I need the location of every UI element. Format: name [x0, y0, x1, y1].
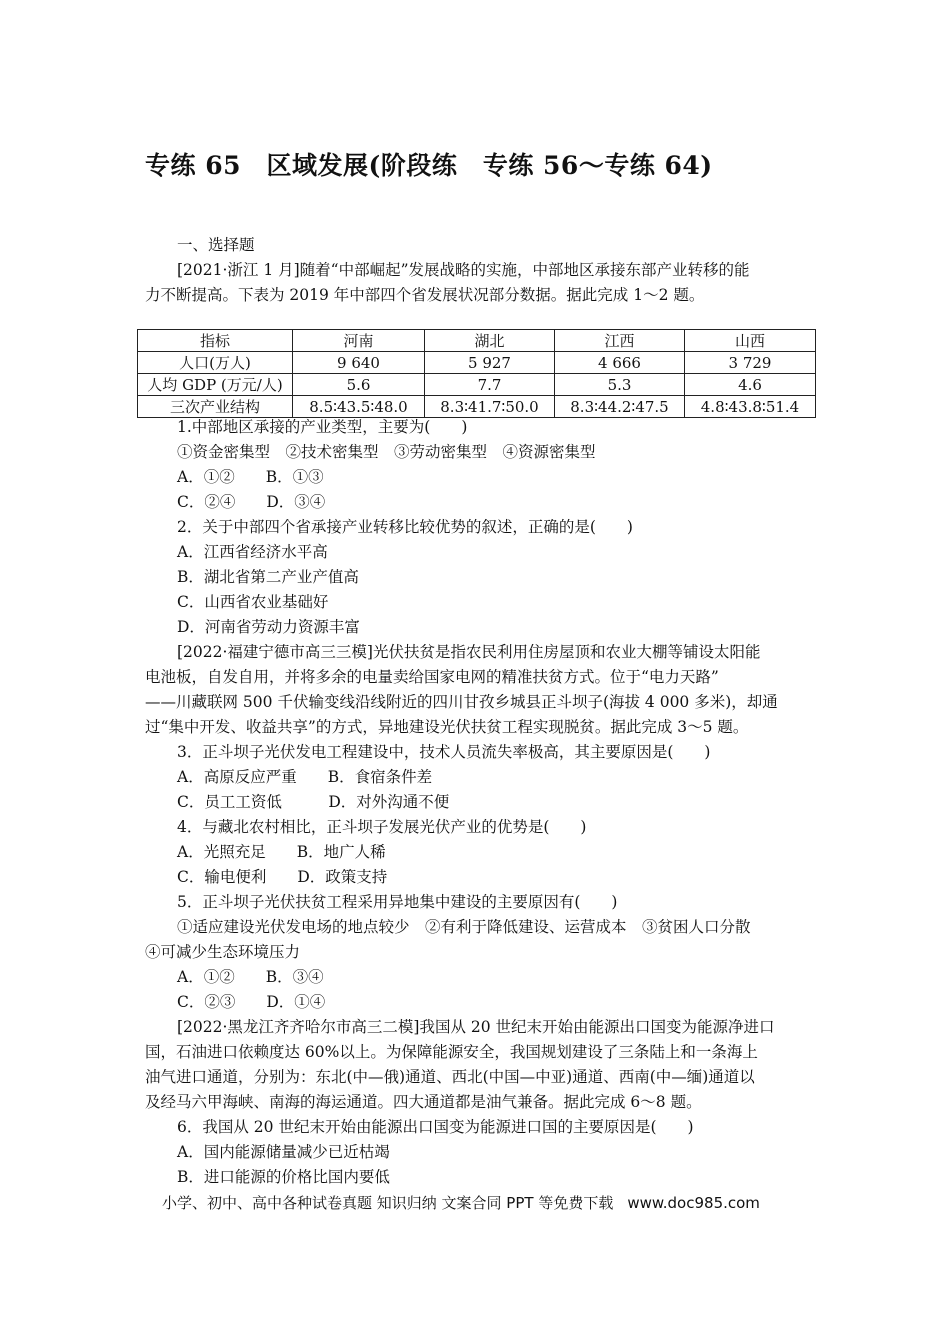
question-4-stem: 4．与藏北农村相比，正斗坝子发展光伏产业的优势是( ) — [177, 818, 587, 836]
question-5-items-1: ①适应建设光伏发电场的地点较少 ②有利于降低建设、运营成本 ③贫困人口分散 — [177, 918, 751, 936]
question-1-options-ab: A．①② B．①③ — [177, 468, 324, 486]
material-1-line-1: [2021·浙江 1 月]随着“中部崛起”发展战略的实施，中部地区承接东部产业转移的能 — [177, 261, 750, 279]
question-3-stem: 3．正斗坝子光伏发电工程建设中，技术人员流失率极高，其主要原因是( ) — [177, 743, 711, 761]
material-3-line-1: [2022·黑龙江齐齐哈尔市高三二模]我国从 20 世纪末开始由能源出口国变为能源净进口 — [177, 1018, 775, 1036]
question-2-stem: 2．关于中部四个省承接产业转移比较优势的叙述，正确的是( ) — [177, 518, 633, 536]
question-5-items-2: ④可减少生态环境压力 — [145, 943, 301, 961]
material-2-line-3: ——川藏联网 500 千伏输变线沿线附近的四川甘孜乡城县正斗坝子(海拔 4 000 多米)，却通 — [145, 693, 778, 711]
footer-text: 小学、初中、高中各种试卷真题 知识归纳 文案合同 PPT 等免费下载 — [162, 1194, 614, 1212]
table-header-cell: 湖北 — [425, 330, 555, 352]
question-5-stem: 5．正斗坝子光伏扶贫工程采用异地集中建设的主要原因有( ) — [177, 893, 618, 911]
question-5-options-ab: A．①② B．③④ — [177, 968, 324, 986]
table-row — [138, 374, 816, 396]
province-data-table — [137, 329, 816, 418]
table-header-cell: 江西 — [555, 330, 685, 352]
page-title: 专练 65 区域发展(阶段练 专练 56～专练 64) — [145, 151, 713, 180]
material-3-line-4: 及经马六甲海峡、南海的海运通道。四大通道都是油气兼备。据此完成 6～8 题。 — [145, 1093, 702, 1111]
table-cell: 8.5∶43.5∶48.0 — [293, 396, 425, 418]
table-cell: 5.3 — [555, 374, 685, 396]
question-4-options-ab: A．光照充足 B．地广人稀 — [177, 843, 386, 861]
question-6-option-a: A．国内能源储量减少已近枯竭 — [177, 1143, 390, 1161]
table-cell: 5.6 — [293, 374, 425, 396]
footer-link[interactable]: www.doc985.com — [627, 1194, 760, 1212]
material-2-line-1: [2022·福建宁德市高三三模]光伏扶贫是指农民利用住房屋顶和农业大棚等铺设太阳能 — [177, 643, 761, 661]
question-2-option-d: D．河南省劳动力资源丰富 — [177, 618, 360, 636]
table-cell: 3 729 — [685, 352, 816, 374]
question-3-options-cd: C．员工工资低 D．对外沟通不便 — [177, 793, 450, 811]
table-header-row — [138, 330, 816, 352]
material-2-line-2: 电池板，自发自用，并将多余的电量卖给国家电网的精准扶贫方式。位于“电力天路” — [145, 668, 719, 686]
question-1-options-cd: C．②④ D．③④ — [177, 493, 326, 511]
table-row — [138, 352, 816, 374]
question-5-options-cd: C．②③ D．①④ — [177, 993, 326, 1011]
material-1-line-2: 力不断提高。下表为 2019 年中部四个省发展状况部分数据。据此完成 1～2 题。 — [145, 286, 705, 304]
section-heading: 一、选择题 — [177, 236, 255, 254]
page-footer — [162, 1192, 760, 1213]
material-3-line-3: 油气进口通道，分别为：东北(中—俄)通道、西北(中国—中亚)通道、西南(中—缅)通道以 — [145, 1068, 755, 1086]
table-cell: 4.8∶43.8∶51.4 — [685, 396, 816, 418]
table-cell: 7.7 — [425, 374, 555, 396]
material-3-line-2: 国，石油进口依赖度达 60%以上。为保障能源安全，我国规划建设了三条陆上和一条海上 — [145, 1043, 758, 1061]
table-header-cell: 指标 — [138, 330, 293, 352]
question-1-stem: 1.中部地区承接的产业类型，主要为( ) — [177, 418, 468, 436]
question-2-option-c: C．山西省农业基础好 — [177, 593, 329, 611]
question-2-option-b: B．湖北省第二产业产值高 — [177, 568, 359, 586]
table-cell: 8.3∶44.2∶47.5 — [555, 396, 685, 418]
table-cell: 4 666 — [555, 352, 685, 374]
material-2-line-4: 过“集中开发、收益共享”的方式，异地建设光伏扶贫工程实现脱贫。据此完成 3～5 题。 — [145, 718, 749, 736]
table-cell: 4.6 — [685, 374, 816, 396]
question-2-option-a: A．江西省经济水平高 — [177, 543, 328, 561]
question-6-stem: 6．我国从 20 世纪末开始由能源出口国变为能源进口国的主要原因是( ) — [177, 1118, 694, 1136]
question-3-options-ab: A．高原反应严重 B．食宿条件差 — [177, 768, 433, 786]
table-cell: 9 640 — [293, 352, 425, 374]
table-row — [138, 396, 816, 418]
table-header-cell: 河南 — [293, 330, 425, 352]
question-4-options-cd: C．输电便利 D．政策支持 — [177, 868, 388, 886]
question-1-items: ①资金密集型 ②技术密集型 ③劳动密集型 ④资源密集型 — [177, 443, 596, 461]
table-cell: 8.3∶41.7∶50.0 — [425, 396, 555, 418]
table-header-cell: 山西 — [685, 330, 816, 352]
table-cell: 人均 GDP (万元/人) — [138, 374, 293, 396]
table-cell: 人口(万人) — [138, 352, 293, 374]
table-cell: 5 927 — [425, 352, 555, 374]
table-cell: 三次产业结构 — [138, 396, 293, 418]
question-6-option-b: B．进口能源的价格比国内要低 — [177, 1168, 390, 1186]
